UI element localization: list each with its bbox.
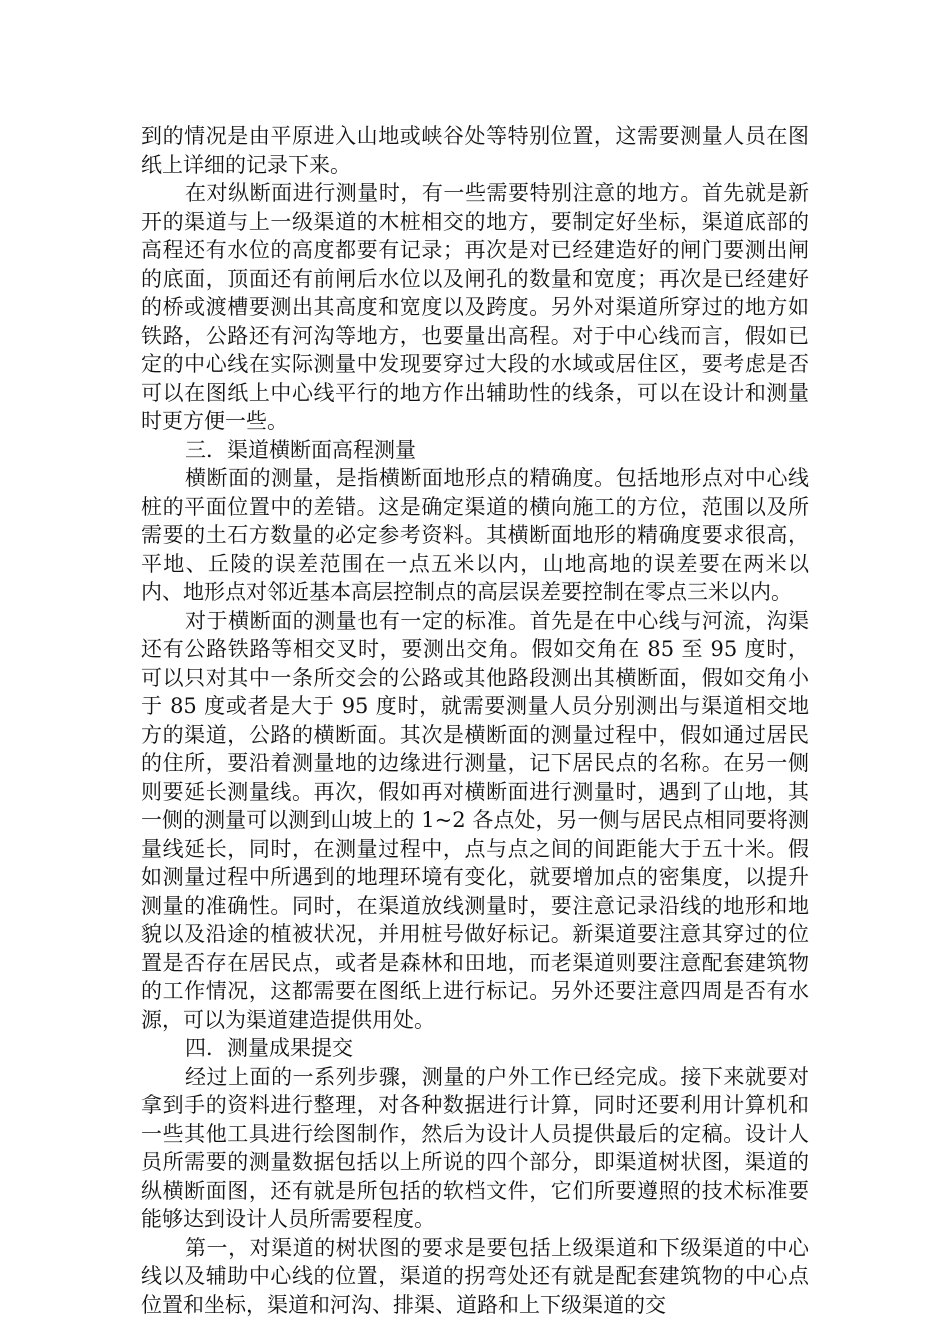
paragraph-tree-diagram-requirements: 第一，对渠道的树状图的要求是要包括上级渠道和下级渠道的中心线以及辅助中心线的位置，渠道的拐弯处还有就是配套建筑物的中心点位置和坐标，渠道和河沟、排渠、道路和上下级渠道的交 xyxy=(141,1235,809,1317)
paragraph-cross-section-accuracy: 横断面的测量，是指横断面地形点的精确度。包括地形点对中心线桩的平面位置中的差错。这是确定渠道的横向施工的方位，范围以及所需要的土石方数量的必定参考资料。其横断面地形的精确度要求很高，平地、丘陵的误差范围在一点五米以内，山地高地的误差要在两米以内、地形点对邻近基本高层控制点的高层误差要控制在零点三米以内。 xyxy=(141,466,809,604)
paragraph-continuation: 到的情况是由平原进入山地或峡谷处等特别位置，这需要测量人员在图纸上详细的记录下来。 xyxy=(141,124,809,177)
paragraph-longitudinal-section: 在对纵断面进行测量时，有一些需要特别注意的地方。首先就是新开的渠道与上一级渠道的木桩相交的地方，要制定好坐标，渠道底部的高程还有水位的高度都要有记录；再次是对已经建造好的闸门要测出闸的底面，顶面还有前闸后水位以及闸孔的数量和宽度；再次是已经建好的桥或渡槽要测出其高度和宽度以及跨度。另外对渠道所穿过的地方如铁路，公路还有河沟等地方，也要量出高程。对于中心线而言，假如已定的中心线在实际测量中发现要穿过大段的水域或居住区，要考虑是否可以在图纸上中心线平行的地方作出辅助性的线条，可以在设计和测量时更方便一些。 xyxy=(141,181,809,433)
section-heading-cross-section: 三．渠道横断面高程测量 xyxy=(185,437,416,462)
document-body xyxy=(141,122,809,1319)
paragraph-cross-section-standards: 对于横断面的测量也有一定的标准。首先是在中心线与河流，沟渠还有公路铁路等相交叉时，要测出交角。假如交角在 85 至 95 度时，可以只对其中一条所交会的公路或其他路段测出其横断面，假如交角小于 85 度或者是大于 95 度时，就需要测量人员分别测出与渠道相交地方的渠道，公路的横断面。其次是横断面的测量过程中，假如通过居民的住所，要沿着测量地的边缘进行测量，记下居民点的名称。在另一侧则要延长测量线。再次，假如再对横断面进行测量时，遇到了山地，其一侧的测量可以测到山坡上的 1~2 各点处，另一侧与居民点相同要将测量线延长，同时，在测量过程中，点与点之间的间距能大于五十米。假如测量过程中所遇到的地理环境有变化，就要增加点的密集度，以提升测量的准确性。同时，在渠道放线测量时，要注意记录沿线的地形和地貌以及沿途的植被状况，并用桩号做好标记。新渠道要注意其穿过的位置是否存在居民点，或者是森林和田地，而老渠道则要注意配套建筑物的工作情况，这都需要在图纸上进行标记。另外还要注意四周是否有水源，可以为渠道建造提供用处。 xyxy=(141,608,809,1032)
paragraph-results-submission: 经过上面的一系列步骤，测量的户外工作已经完成。接下来就要对拿到手的资料进行整理，对各种数据进行计算，同时还要利用计算机和一些其他工具进行绘图制作，然后为设计人员提供最后的定稿。设计人员所需要的测量数据包括以上所说的四个部分，即渠道树状图，渠道的纵横断面图，还有就是所包括的软档文件，它们所要遵照的技术标准要能够达到设计人员所需要程度。 xyxy=(141,1064,809,1231)
section-heading-results-submission: 四．测量成果提交 xyxy=(185,1036,353,1060)
